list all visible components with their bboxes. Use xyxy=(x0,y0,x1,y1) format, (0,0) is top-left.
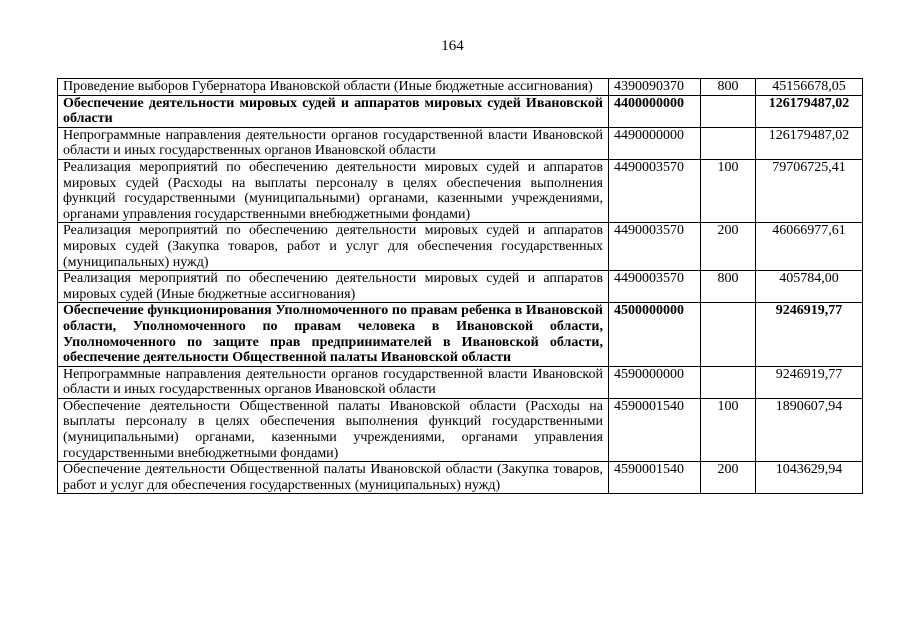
row-target-code: 4590001540 xyxy=(609,462,701,494)
row-expense-type: 100 xyxy=(701,398,756,461)
table-row xyxy=(58,271,863,303)
row-amount: 9246919,77 xyxy=(756,366,863,398)
row-expense-type: 200 xyxy=(701,462,756,494)
table-row xyxy=(58,79,863,96)
table-row xyxy=(58,223,863,271)
row-expense-type: 800 xyxy=(701,271,756,303)
row-description: Непрограммные направления деятельности органов государственной власти Ивановской области и иных государственных органов Ивановской области xyxy=(58,366,609,398)
row-description: Обеспечение деятельности мировых судей и аппаратов мировых судей Ивановской области xyxy=(58,95,609,127)
row-target-code: 4490003570 xyxy=(609,271,701,303)
row-target-code: 4590001540 xyxy=(609,398,701,461)
row-target-code: 4400000000 xyxy=(609,95,701,127)
row-amount: 126179487,02 xyxy=(756,127,863,159)
row-target-code: 4490000000 xyxy=(609,127,701,159)
row-description: Реализация мероприятий по обеспечению деятельности мировых судей и аппаратов мировых судей (Расходы на выплаты персоналу в целях обеспечения выполнения функций государственными (муниципальными) органами, казенными учреждениями, органами управления государственными внебюджетными фондами) xyxy=(58,159,609,222)
row-amount: 46066977,61 xyxy=(756,223,863,271)
row-amount: 9246919,77 xyxy=(756,303,863,366)
table-row xyxy=(58,366,863,398)
table-row xyxy=(58,95,863,127)
budget-table xyxy=(57,78,863,494)
row-description: Обеспечение деятельности Общественной палаты Ивановской области (Расходы на выплаты персоналу в целях обеспечения выполнения функций государственными (муниципальными) органами, казенными учреждениями, органами управления государственными внебюджетными фондами) xyxy=(58,398,609,461)
row-expense-type xyxy=(701,127,756,159)
row-amount: 405784,00 xyxy=(756,271,863,303)
row-expense-type xyxy=(701,95,756,127)
row-expense-type: 100 xyxy=(701,159,756,222)
row-expense-type: 800 xyxy=(701,79,756,96)
row-target-code: 4490003570 xyxy=(609,223,701,271)
row-target-code: 4490003570 xyxy=(609,159,701,222)
row-target-code: 4500000000 xyxy=(609,303,701,366)
row-description: Обеспечение деятельности Общественной палаты Ивановской области (Закупка товаров, работ и услуг для обеспечения государственных (муниципальных) нужд) xyxy=(58,462,609,494)
row-description: Непрограммные направления деятельности органов государственной власти Ивановской области и иных государственных органов Ивановской области xyxy=(58,127,609,159)
row-amount: 1890607,94 xyxy=(756,398,863,461)
row-description: Проведение выборов Губернатора Ивановской области (Иные бюджетные ассигнования) xyxy=(58,79,609,96)
table-row xyxy=(58,303,863,366)
row-amount: 79706725,41 xyxy=(756,159,863,222)
row-amount: 1043629,94 xyxy=(756,462,863,494)
row-expense-type: 200 xyxy=(701,223,756,271)
row-description: Реализация мероприятий по обеспечению деятельности мировых судей и аппаратов мировых судей (Иные бюджетные ассигнования) xyxy=(58,271,609,303)
row-amount: 126179487,02 xyxy=(756,95,863,127)
row-target-code: 4590000000 xyxy=(609,366,701,398)
table-row xyxy=(58,159,863,222)
row-target-code: 4390090370 xyxy=(609,79,701,96)
row-expense-type xyxy=(701,303,756,366)
table-row xyxy=(58,462,863,494)
row-amount: 45156678,05 xyxy=(756,79,863,96)
row-description: Реализация мероприятий по обеспечению деятельности мировых судей и аппаратов мировых судей (Закупка товаров, работ и услуг для обеспечения государственных (муниципальных) нужд) xyxy=(58,223,609,271)
page-number: 164 xyxy=(441,38,464,54)
table-row xyxy=(58,127,863,159)
row-expense-type xyxy=(701,366,756,398)
table-row xyxy=(58,398,863,461)
row-description: Обеспечение функционирования Уполномоченного по правам ребенка в Ивановской области, Уполномоченного по правам человека в Ивановской области, Уполномоченного по защите прав предпринимателей в Ивановской области, обеспечение деятельности Общественной палаты Ивановской области xyxy=(58,303,609,366)
